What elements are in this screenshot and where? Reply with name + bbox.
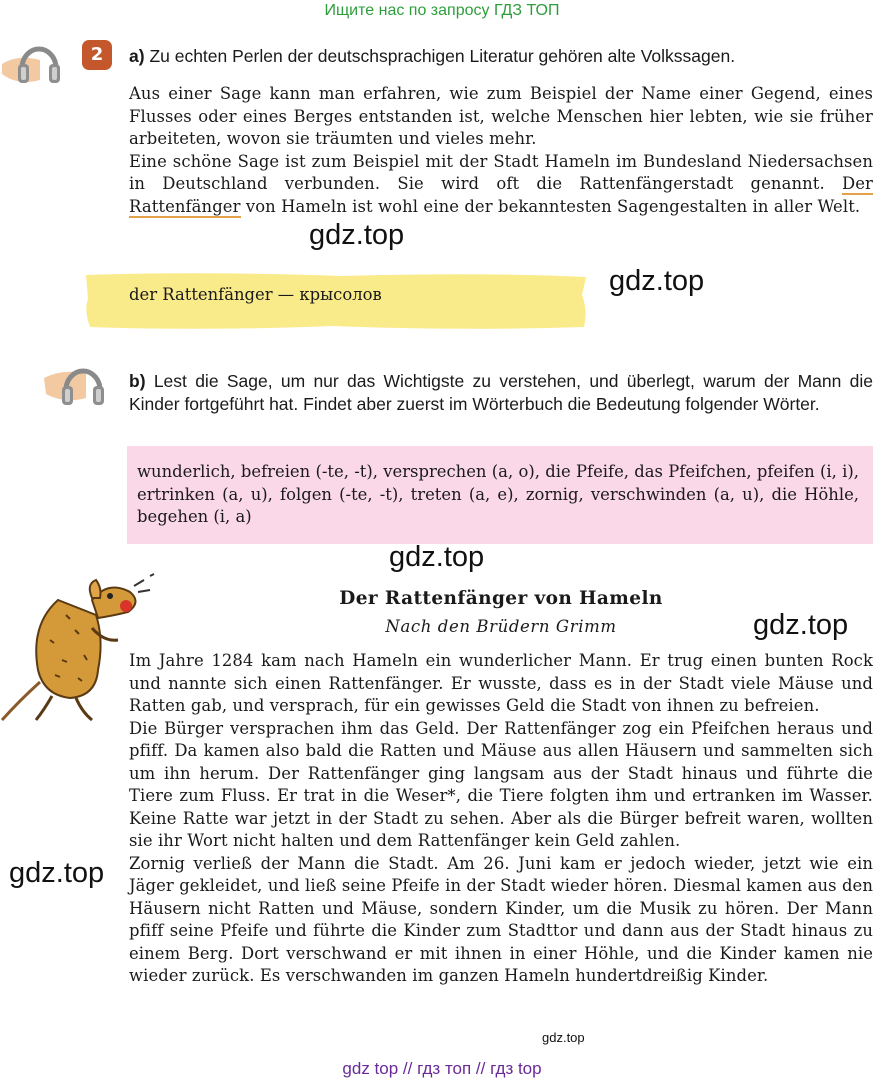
exercise-number-badge: 2 <box>82 40 112 70</box>
glossary-entry: der Rattenfänger — крысолов <box>129 285 382 304</box>
watermark: gdz.top <box>9 857 105 889</box>
story-paragraph-2: Die Bürger versprachen ihm das Geld. Der Rattenfänger zog ein Pfeifchen heraus und pfiff. Da kamen also bald die Ratten und Mäuse aus allen Häusern und sammelten sich um ihn herum. Der Rattenfänger ging langsam aus der Stadt hinaus und führte die Tiere zum Fluss. Er trat in die Weser*, die Tiere folgten ihm und ertranken im Wasser. Keine Ratte war jetzt in der Stadt zu sehen. Aber als die Bürger befreit waren, wollten sie ihr Wort nicht halten und dem Rattenfänger kein Geld zahlen. <box>129 718 873 850</box>
story-subtitle: Nach den Brüdern Grimm <box>385 617 617 636</box>
watermark-small: gdz.top <box>542 1030 585 1045</box>
headphones-icon-b[interactable] <box>42 356 108 412</box>
part-b-label: b) <box>129 371 146 391</box>
headphones-icon-a[interactable] <box>0 30 64 86</box>
story-title: Der Rattenfänger von Hameln <box>339 588 663 609</box>
footer-link[interactable]: gdz top // гдз топ // гдз top <box>342 1059 542 1078</box>
story-text <box>129 650 873 988</box>
intro-paragraph-1: Aus einer Sage kann man erfahren, wie zum Beispiel der Name einer Gegend, eines Flusses oder eines Berges entstanden ist, welche Menschen hier lebten, wie sie früher arbeiteten, wovon sie träumten und vieles mehr. <box>129 84 873 148</box>
vocabulary-list: wunderlich, befreien (-te, -t), versprechen (a, o), die Pfeife, das Pfeifchen, pfeifen (i, i), ertrinken (a, u), folgen (-te, -t), treten (a, e), zornig, verschwinden (a, u), die Höhle, begehen (i, a) <box>137 462 859 526</box>
watermark: gdz.top <box>753 609 849 641</box>
part-a-label: a) <box>129 46 145 66</box>
part-b-instruction <box>129 370 873 415</box>
story-paragraph-3: Zornig verließ der Mann die Stadt. Am 26. Juni kam er jedoch wieder, jetzt wie ein Jäger gekleidet, und ließ seine Pfeife in der Stadt wieder hören. Diesmal kamen aus den Häusern nicht Ratten und Mäuse, sondern Kinder, um die Musik zu hören. Der Mann pfiff seine Pfeife und führte die Kinder zum Stadttor und dann aus der Stadt hinaus zu einem Berg. Dort verschwand er mit ihnen in einer Höhle, und die Kinder kamen nie wieder zurück. Es verschwanden im ganzen Hameln hundertdreißig Kinder. <box>129 853 873 985</box>
part-b-instruction-text: Lest die Sage, um nur das Wichtigste zu verstehen, und überlegt, warum der Mann die Kinder fortgeführt hat. Findet aber zuerst im Wörterbuch die Bedeutung folgender Wörter. <box>129 371 873 414</box>
header-link[interactable]: Ищите нас по запросу ГДЗ ТОП <box>324 2 560 19</box>
intro-text <box>129 83 873 218</box>
intro-paragraph-2 <box>129 151 873 219</box>
story-paragraph-1: Im Jahre 1284 kam nach Hameln ein wunderlicher Mann. Er trug einen bunten Rock und nannte sich einen Rattenfänger. Er wusste, dass es in der Stadt viele Mäuse und Ratten gab, und versprach, für ein gewisses Geld die Stadt von ihnen zu befreien. <box>129 651 873 715</box>
watermark: gdz.top <box>389 541 485 573</box>
part-a-instruction-text: Zu echten Perlen der deutschsprachigen Literatur gehören alte Volkssagen. <box>149 46 736 66</box>
part-a-instruction <box>129 45 873 68</box>
underlined-term: Der Rattenfänger <box>129 174 873 216</box>
intro-paragraph-2-tail: von Hameln ist wohl eine der bekanntesten Sagengestalten in aller Welt. <box>245 196 861 216</box>
intro-paragraph-2-lead: Eine schöne Sage ist zum Beispiel mit der Stadt Hameln im Bundesland Niedersachsen in Deutschland verbunden. Sie wird oft die Rattenfängerstadt genannt. <box>129 151 873 193</box>
watermark: gdz.top <box>609 265 705 297</box>
watermark: gdz.top <box>309 219 405 251</box>
